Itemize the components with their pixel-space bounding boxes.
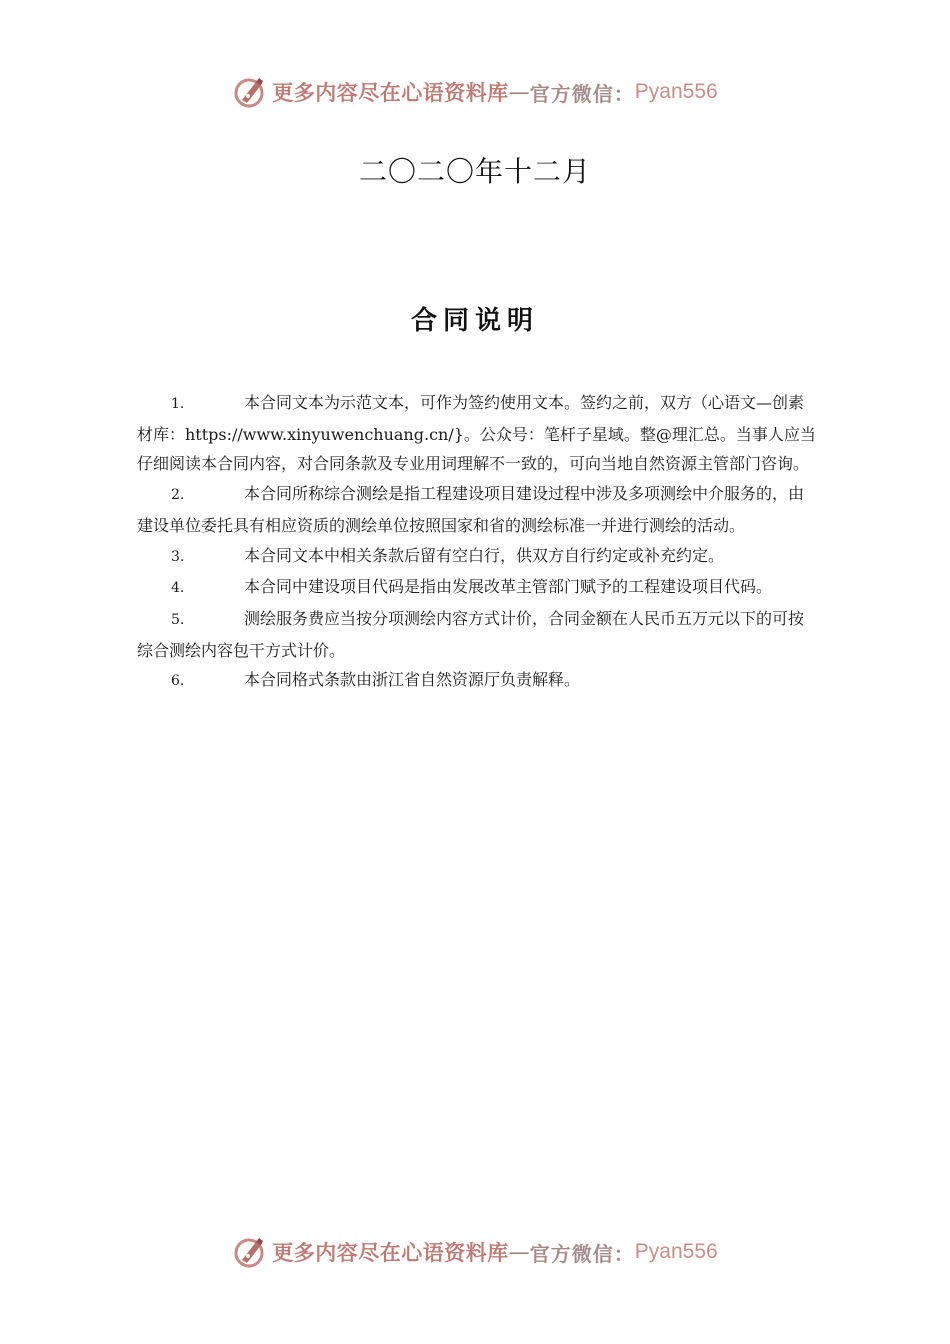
list-item [137, 479, 817, 540]
banner-text: 更多内容尽在心语资料库 [272, 80, 509, 105]
list-item [137, 388, 817, 479]
document-title: 合同说明 [410, 306, 539, 336]
banner-text: 更多内容尽在心语资料库 [272, 1240, 509, 1265]
list-item [137, 572, 817, 604]
header-banner [0, 70, 950, 114]
banner-wechat-label: 官方微信： [529, 1241, 635, 1266]
item-number: 6. [171, 673, 185, 690]
item-text: 本合同中建设项目代码是指由发展改革主管部门赋予的工程建设项目代码。 [244, 577, 773, 597]
document-date: 二〇二〇年十二月 [358, 155, 591, 188]
item-number: 5. [171, 611, 185, 628]
pen-logo-icon [232, 1234, 268, 1270]
item-text: 本合同格式条款由浙江省自然资源厅负责解释。 [244, 670, 581, 690]
banner-separator: — [508, 1240, 530, 1264]
item-number: 1. [171, 396, 185, 412]
item-number: 3. [171, 548, 185, 565]
item-number: 2. [171, 487, 185, 504]
item-text: 本合同文本为示范文本，可作为签约使用文本。签约之前，双方（心语文—创素材库：https://www.xinyuwenchuang.cn/}。公众号：笔杆子星域。整@理汇总。当事人应当仔细阅读本合同内容，对合同条款及专业用词理解不一致的，可向当地自然资源主管部门咨询。 [137, 393, 816, 474]
pen-logo-icon [232, 74, 268, 110]
item-text: 本合同文本中相关条款后留有空白行，供双方自行约定或补充约定。 [244, 545, 725, 565]
list-item [137, 665, 817, 697]
banner-separator: — [508, 80, 530, 104]
list-item [137, 541, 817, 573]
list-item [137, 604, 817, 665]
item-number: 4. [171, 580, 185, 597]
item-text: 测绘服务费应当按分项测绘内容方式计价，合同金额在人民币五万元以下的可按综合测绘内容包干方式计价。 [137, 608, 805, 660]
contract-notes-list [137, 388, 817, 697]
banner-wechat-id: Pyan556 [634, 80, 718, 103]
item-text: 本合同所称综合测绘是指工程建设项目建设过程中涉及多项测绘中介服务的，由建设单位委托具有相应资质的测绘单位按照国家和省的测绘标准一并进行测绘的活动。 [137, 484, 805, 535]
banner-wechat-id: Pyan556 [634, 1240, 718, 1263]
banner-wechat-label: 官方微信： [529, 81, 635, 106]
footer-banner [0, 1230, 950, 1274]
